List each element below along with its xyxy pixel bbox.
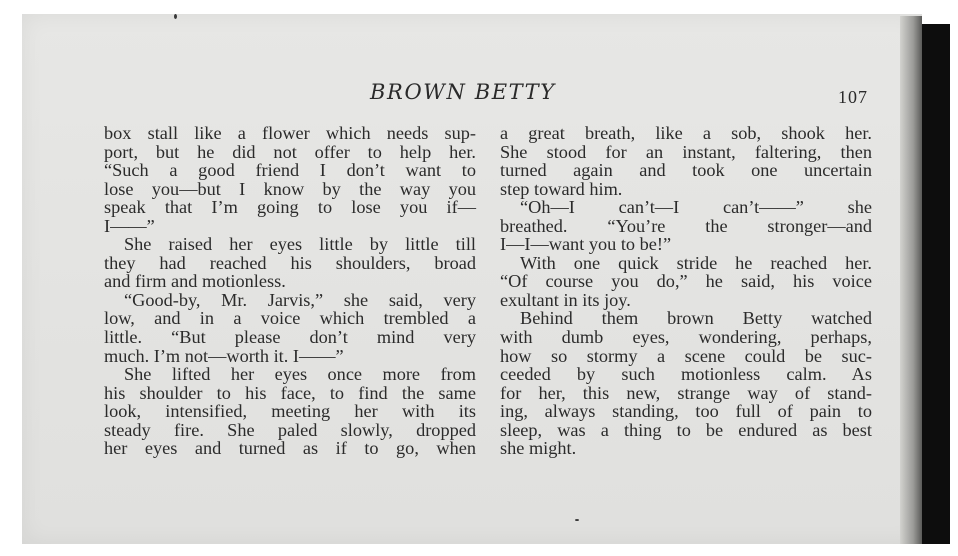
text-line: box stall like a flower which needs sup- xyxy=(104,123,476,143)
text-line: “Such a good friend I don’t want to xyxy=(104,160,476,181)
text-line: she might. xyxy=(500,438,577,459)
page-number: 107 xyxy=(838,87,868,107)
book-spine-edge xyxy=(922,24,950,544)
text-line: port, but he did not offer to help her. xyxy=(104,141,476,162)
text-line: with dumb eyes, wondering, perhaps, xyxy=(500,327,872,348)
left-text-column xyxy=(104,124,476,458)
running-header-title: BROWN BETTY xyxy=(370,80,556,104)
text-line: step toward him. xyxy=(500,178,623,199)
text-line: low, and in a voice which trembled a xyxy=(104,308,476,329)
text-line: and firm and motionless. xyxy=(104,271,286,292)
text-line: a great breath, like a sob, shook her. xyxy=(500,123,872,143)
text-line: She stood for an instant, faltering, then xyxy=(500,141,872,162)
text-line: ceeded by such motionless calm. As xyxy=(500,364,872,385)
text-line: “Oh—I can’t—I can’t——” she xyxy=(520,197,872,218)
text-line: how so stormy a scene could be suc- xyxy=(500,345,872,366)
text-line: they had reached his shoulders, broad xyxy=(104,252,476,273)
text-line: “Good-by, Mr. Jarvis,” she said, very xyxy=(124,289,476,310)
text-line: I—I—want you to be!” xyxy=(500,234,672,255)
text-line: look, intensified, meeting her with its xyxy=(104,401,476,422)
dust-speck xyxy=(174,14,177,19)
text-line: “Of course you do,” he said, his voice xyxy=(500,271,872,292)
text-line: lose you—but I know by the way you xyxy=(104,178,476,199)
text-line: breathed. “You’re the stronger—and xyxy=(500,215,872,236)
text-line: Behind them brown Betty watched xyxy=(520,308,872,329)
text-line: ing, always standing, too full of pain to xyxy=(500,401,872,422)
right-text-column xyxy=(500,124,872,458)
gutter-shadow xyxy=(900,16,922,544)
text-line: steady fire. She paled slowly, dropped xyxy=(104,419,476,440)
text-line: She lifted her eyes once more from xyxy=(124,364,476,385)
text-line: I——” xyxy=(104,215,155,236)
dust-speck xyxy=(575,519,579,521)
text-line: for her, this new, strange way of stand- xyxy=(500,382,872,403)
text-line: little. “But please don’t mind very xyxy=(104,327,476,348)
text-line: his shoulder to his face, to find the same xyxy=(104,382,476,403)
text-line: speak that I’m going to lose you if— xyxy=(104,197,476,218)
text-line: She raised her eyes little by little till xyxy=(124,234,476,255)
text-line: With one quick stride he reached her. xyxy=(520,252,872,273)
text-line: sleep, was a thing to be endured as best xyxy=(500,419,872,440)
text-line: much. I’m not—worth it. I——” xyxy=(104,345,344,366)
text-line: turned again and took one uncertain xyxy=(500,160,872,181)
text-line: her eyes and turned as if to go, when xyxy=(104,438,476,459)
text-line: exultant in its joy. xyxy=(500,289,631,310)
